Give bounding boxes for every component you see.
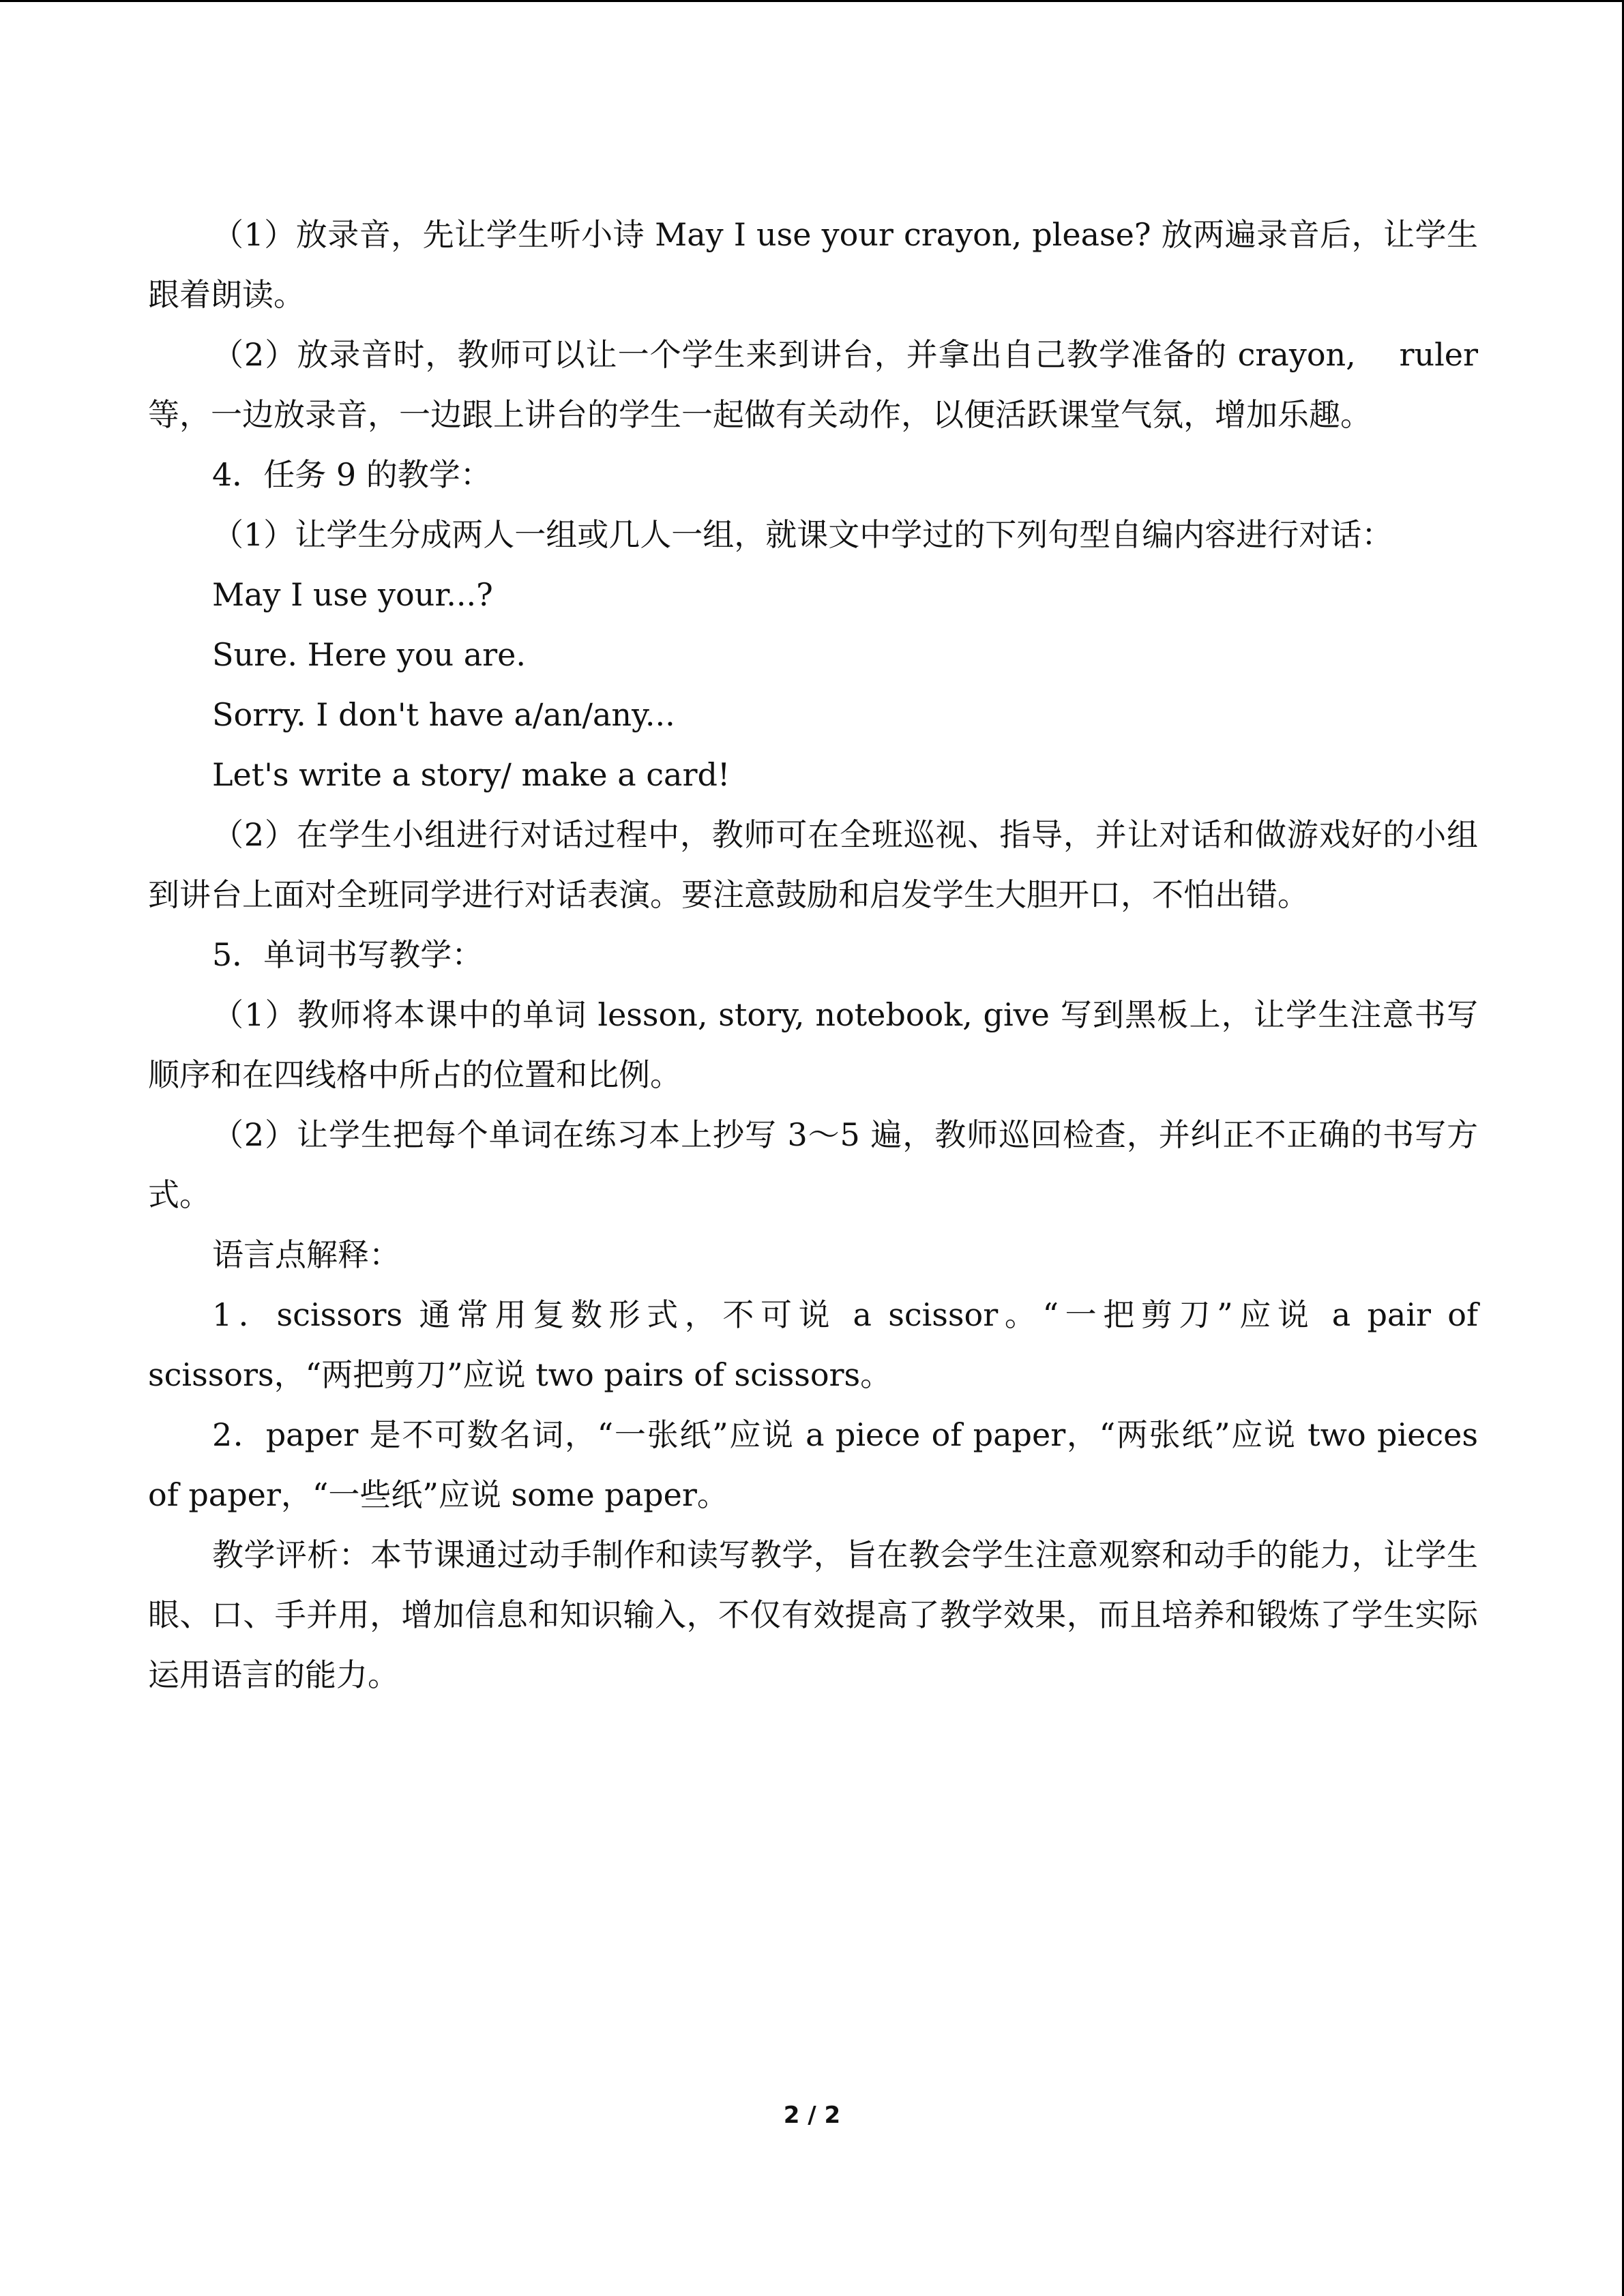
heading-task9: 4．任务 9 的教学： [212, 456, 492, 493]
language-point-2: 2．paper 是不可数名词，“一张纸”应说 a piece of paper，“两张纸”应说 two pieces of paper，“一些纸”应说 some paper。 [148, 1416, 1478, 1513]
language-point-1: 1．scissors 通常用复数形式，不可说 a scissor。“一把剪刀”应说 a pair of scissors，“两把剪刀”应说 two pairs of scissors。 [148, 1296, 1478, 1393]
paragraph-task8-step1: （1）放录音，先让学生听小诗 May I use your crayon, please? 放两遍录音后，让学生跟着朗读。 [148, 216, 1478, 313]
paragraph-task9-step2: （2）在学生小组进行对话过程中，教师可在全班巡视、指导，并让对话和做游戏好的小组到讲台上面对全班同学进行对话表演。要注意鼓励和启发学生大胆开口，不怕出错。 [148, 816, 1478, 913]
document-body [148, 205, 1478, 1705]
sentence-pattern-4: Let's write a story/ make a card! [212, 756, 730, 793]
paragraph-task8-step2: （2）放录音时，教师可以让一个学生来到讲台，并拿出自己教学准备的 crayon, ruler等，一边放录音，一边跟上讲台的学生一起做有关动作，以便活跃课堂气氛，增加乐趣。 [148, 336, 1478, 433]
paragraph-writing-step1: （1）教师将本课中的单词 lesson, story, notebook, give 写到黑板上，让学生注意书写顺序和在四线格中所占的位置和比例。 [148, 996, 1478, 1093]
sentence-pattern-1: May I use your...? [212, 576, 493, 613]
sentence-pattern-3: Sorry. I don't have a/an/any... [212, 696, 675, 733]
teaching-evaluation: 教学评析：本节课通过动手制作和读写教学，旨在教会学生注意观察和动手的能力，让学生眼、口、手并用，增加信息和知识输入，不仅有效提高了教学效果，而且培养和锻炼了学生实际运用语言的能力。 [148, 1536, 1478, 1693]
heading-word-writing: 5．单词书写教学： [212, 936, 484, 973]
paragraph-writing-step2: （2）让学生把每个单词在练习本上抄写 3～5 遍，教师巡回检查，并纠正不正确的书写方式。 [148, 1116, 1478, 1213]
paragraph-task9-step1: （1）让学生分成两人一组或几人一组，就课文中学过的下列句型自编内容进行对话： [212, 516, 1393, 553]
page-number: 2 / 2 [783, 2102, 841, 2129]
heading-language-points: 语言点解释： [212, 1236, 400, 1273]
sentence-pattern-2: Sure. Here you are. [212, 636, 526, 673]
